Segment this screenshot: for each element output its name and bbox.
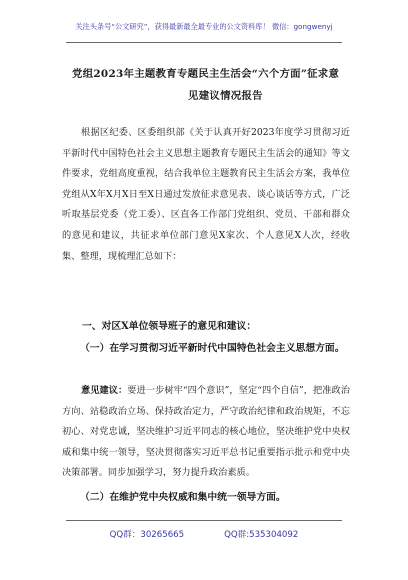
- suggestion-lead: 意见建议：: [81, 385, 128, 396]
- document-title-line1: 党组2023年主题教育专题民主生活会“六个方面”征求意: [72, 68, 340, 80]
- footer-divider: [66, 520, 342, 521]
- suggestion-text: 要进一步树牢“四个意识”，坚定“四个自信”，把准政治方向、站稳政治立场、保持政治定力，严守政治纪律和政治规矩，不忘初心、对党忠诚，坚决维护习近平同志的核心地位，坚决维护党中央权威和集中统一领导，坚决贯彻落实习近平总书记重要指示批示和党中央决策部署。同步加强学习，努力提升政治素质。: [62, 385, 350, 479]
- footer-qq-group-2: QQ群:535304092: [224, 530, 299, 540]
- footer-qq-group-1: QQ群：30265665: [109, 530, 185, 540]
- document-title-line2: 见建议情况报告: [188, 90, 263, 102]
- subsection-heading-study: （一）在学习贯彻习近平新时代中国特色社会主义思想方面。: [80, 343, 345, 354]
- header-divider: [66, 42, 342, 43]
- footer: [0, 528, 408, 540]
- suggestion-paragraph: [62, 381, 350, 484]
- subsection-heading-authority: （二）在维护党中央权威和集中统一领导方面。: [80, 492, 286, 503]
- section-heading-one: 一、对区X单位领导班子的意见和建议：: [82, 321, 257, 332]
- header-banner: 关注头条号“公文研究”，获得最新最全最专业的公文资料库！ 微信：gongwenyj: [75, 22, 333, 31]
- intro-paragraph: 根据区纪委、区委组织部《关于认真开好2023年度学习贯彻习近平新时代中国特色社会主义思想主题教育专题民主生活会的通知》等文件要求，党组高度重视，结合我单位主题教育民主生活会方案，我单位党组从X年X月X日至X日通过发放征求意见表、谈心谈话等方式，广泛听取基层党委（党工委）、区直各工作部门党组织、党员、干部和群众的意见和建议，共征求单位部门意见X家次、个人意见X人次，经收集、整理，现梳理汇总如下：: [62, 127, 350, 262]
- document-title: [72, 63, 344, 107]
